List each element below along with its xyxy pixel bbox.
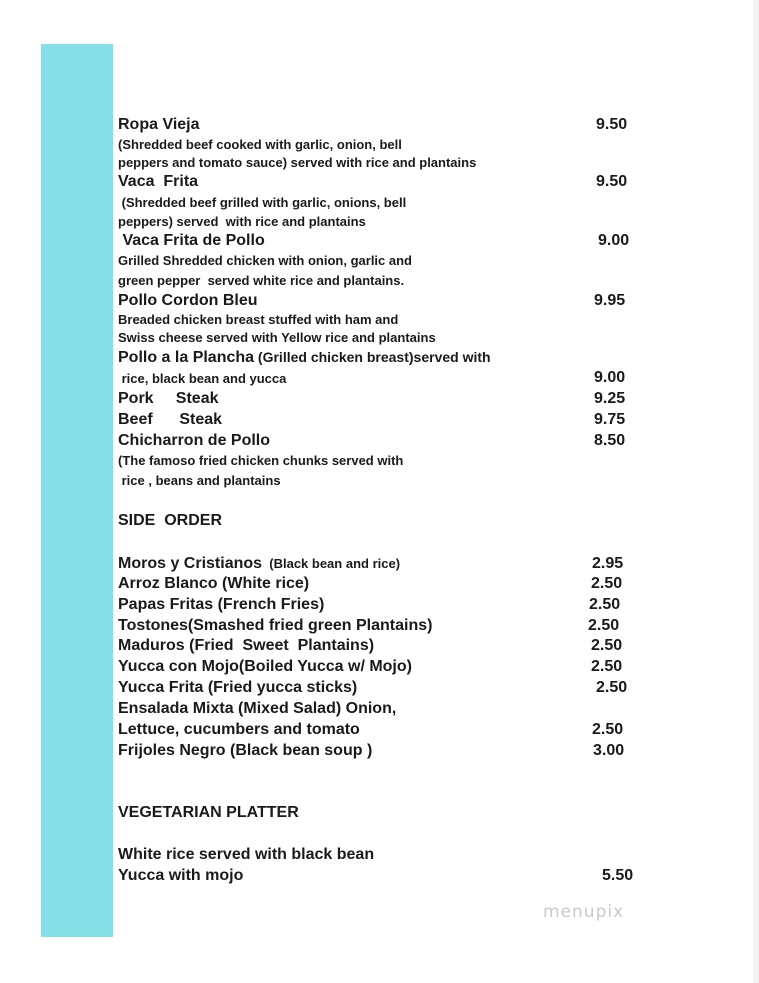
item-price: 9.25 (594, 390, 626, 407)
item-name: Maduros (Fried Sweet Plantains) (118, 637, 375, 654)
item-name: Lettuce, cucumbers and tomato (118, 721, 360, 738)
item-price: 9.75 (594, 411, 626, 428)
item-description: (Shredded beef cooked with garlic, onion, bell (118, 137, 402, 152)
item-name: Yucca Frita (Fried yucca sticks) (118, 679, 358, 696)
item-name: Beef Steak (118, 411, 223, 428)
item-price: 9.00 (598, 232, 630, 249)
item-price: 2.50 (592, 721, 624, 738)
cyan-margin-bar (41, 44, 113, 937)
item-description: peppers and tomato sauce) served with rice and plantains (118, 155, 477, 170)
item-price: 9.00 (594, 369, 626, 386)
item-name: Ensalada Mixta (Mixed Salad) Onion, (118, 700, 397, 717)
item-name: Pollo a la Plancha (118, 349, 255, 366)
item-name: Moros y Cristianos (118, 555, 263, 572)
item-description: Breaded chicken breast stuffed with ham and (118, 312, 399, 327)
side-item-row (118, 555, 400, 573)
vegetarian-line: White rice served with black bean (118, 846, 375, 863)
menupix-watermark: menupix (543, 902, 625, 922)
item-price: 2.50 (591, 637, 623, 654)
item-name: Chicharron de Pollo (118, 432, 271, 449)
item-price: 2.50 (596, 679, 628, 696)
item-price: 2.50 (589, 596, 621, 613)
vegetarian-price: 5.50 (602, 867, 634, 884)
side-order-heading: SIDE ORDER (118, 512, 223, 529)
item-price: 9.95 (594, 292, 626, 309)
item-price: 3.00 (593, 742, 625, 759)
item-description: Grilled Shredded chicken with onion, garlic and (118, 253, 412, 268)
item-name: Pollo Cordon Bleu (118, 292, 258, 309)
item-name: Ropa Vieja (118, 116, 200, 133)
page-edge (753, 0, 759, 983)
item-description: rice, black bean and yucca (118, 371, 287, 386)
item-name: Tostones(Smashed fried green Plantains) (118, 617, 433, 634)
item-description: (Shredded beef grilled with garlic, onions, bell (118, 195, 407, 210)
item-name-row (118, 349, 491, 367)
item-description: (The famoso fried chicken chunks served with (118, 453, 404, 468)
item-price: 8.50 (594, 432, 626, 449)
item-description: Swiss cheese served with Yellow rice and plantains (118, 330, 436, 345)
item-name: Arroz Blanco (White rice) (118, 575, 310, 592)
item-name: Papas Fritas (French Fries) (118, 596, 325, 613)
item-price: 2.50 (591, 575, 623, 592)
item-price: 9.50 (596, 173, 628, 190)
item-description: green pepper served white rice and plantains. (118, 273, 405, 288)
item-price: 9.50 (596, 116, 628, 133)
vegetarian-heading: VEGETARIAN PLATTER (118, 804, 299, 821)
item-name: Yucca con Mojo(Boiled Yucca w/ Mojo) (118, 658, 412, 675)
item-description: peppers) served with rice and plantains (118, 214, 366, 229)
item-price: 2.50 (588, 617, 620, 634)
item-note: (Black bean and rice) (262, 556, 401, 571)
item-name: Pork Steak (118, 390, 219, 407)
item-name: Vaca Frita de Pollo (118, 232, 265, 249)
item-price: 2.50 (591, 658, 623, 675)
vegetarian-line: Yucca with mojo (118, 867, 244, 884)
item-name-note: (Grilled chicken breast)served with (254, 349, 491, 365)
item-name: Frijoles Negro (Black bean soup ) (118, 742, 373, 759)
item-price: 2.95 (592, 555, 624, 572)
item-name: Vaca Frita (118, 173, 199, 190)
item-description: rice , beans and plantains (118, 473, 281, 488)
